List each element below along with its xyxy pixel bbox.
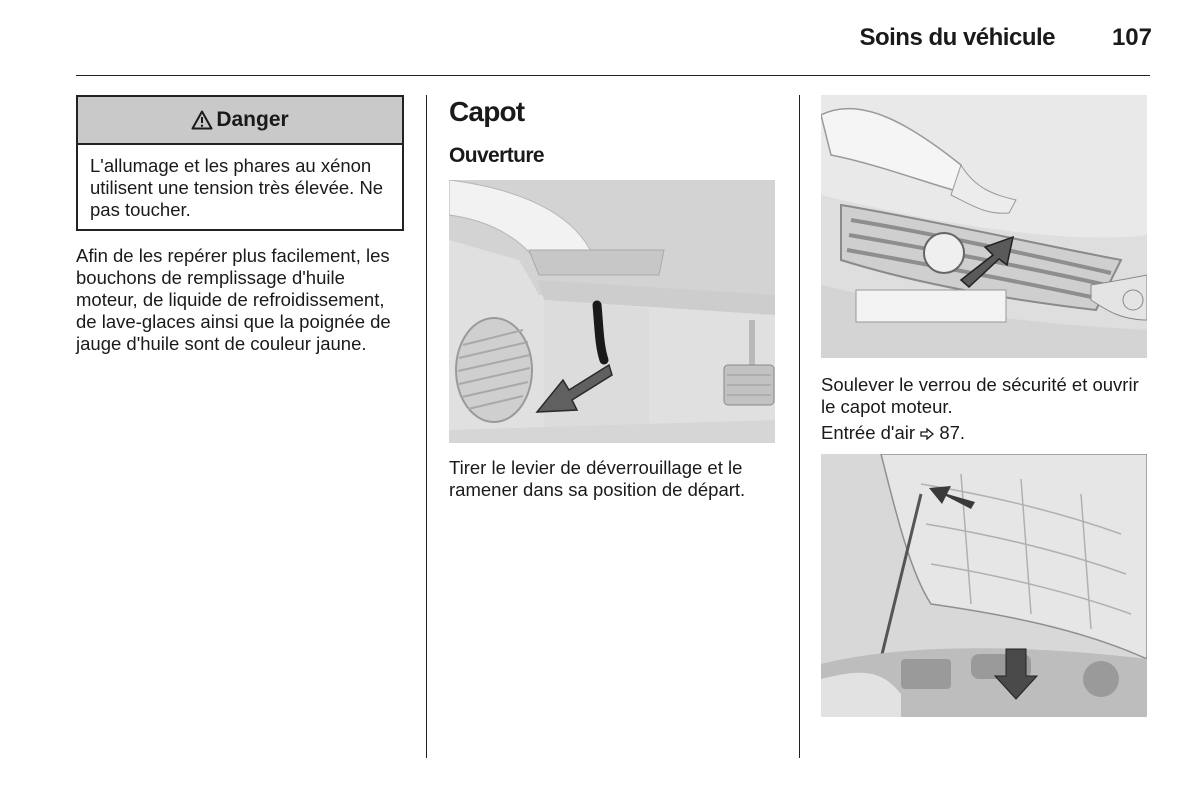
safety-catch-figure (821, 95, 1147, 358)
column2-paragraph: Tirer le levier de déverrouillage et le ramener dans sa position de départ. (449, 457, 746, 500)
hood-prop-figure (821, 454, 1147, 717)
xref-text: Entrée d'air (821, 422, 916, 443)
danger-label: Danger (216, 108, 289, 131)
page-header-title: Soins du véhicule (859, 24, 1055, 51)
header-rule (76, 75, 1150, 76)
column-1 (76, 95, 404, 355)
column-2 (449, 95, 777, 501)
danger-box (76, 95, 404, 231)
danger-header (78, 97, 402, 145)
hood-release-lever-figure (449, 180, 775, 443)
page-number: 107 (1111, 24, 1152, 51)
section-title: Capot (449, 96, 525, 127)
danger-text: L'allumage et les phares au xénon utilisent une tension très élevée. Ne pas toucher. (90, 155, 384, 220)
subsection-title: Ouverture (449, 144, 544, 167)
column1-paragraph: Afin de les repérer plus facilement, les bouchons de remplissage d'huile moteur, de liquide de refroidissement, de lave-glaces ainsi que la poignée de jauge d'huile sont de couleur jaune. (76, 245, 391, 354)
cross-reference[interactable] (821, 422, 1149, 444)
xref-page: 87. (939, 422, 966, 443)
arrow-reference-icon (920, 428, 934, 440)
column-divider-left (426, 95, 427, 758)
warning-triangle-icon (191, 110, 213, 130)
column-3 (821, 95, 1149, 717)
column3-paragraph: Soulever le verrou de sécurité et ouvrir le capot moteur. (821, 374, 1139, 417)
column-divider-right (799, 95, 800, 758)
